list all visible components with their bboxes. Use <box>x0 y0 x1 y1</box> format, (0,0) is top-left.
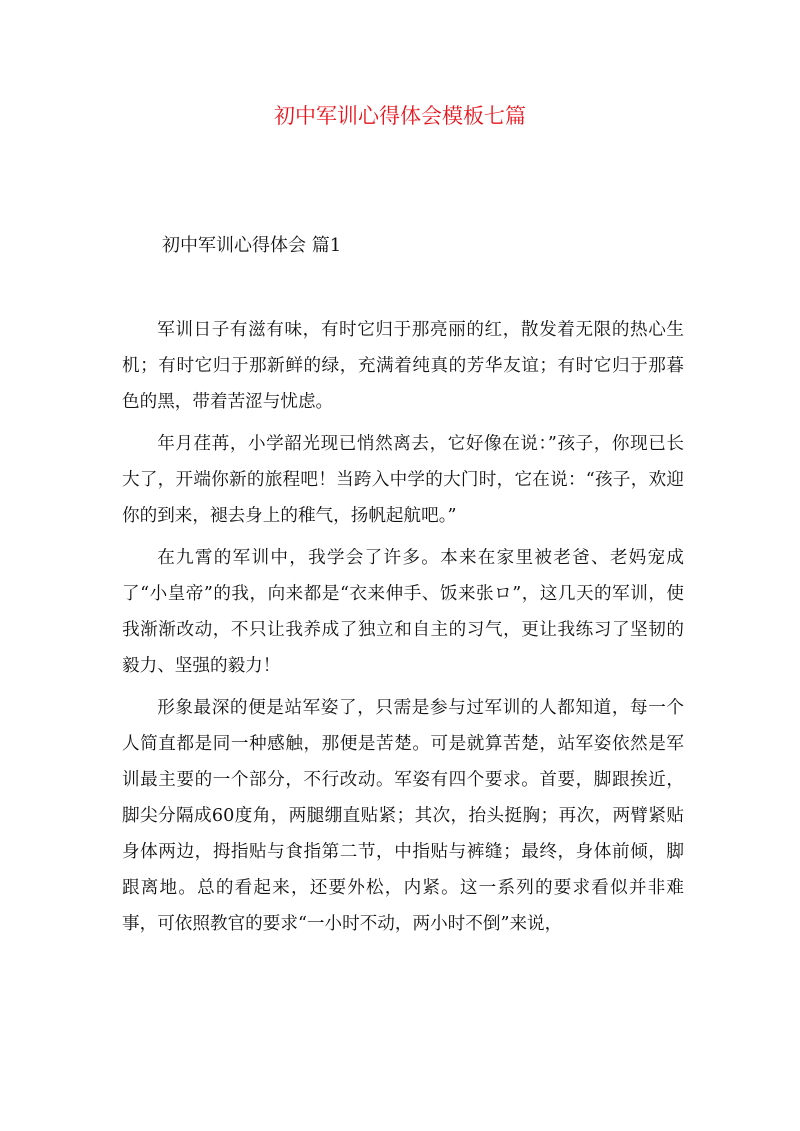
paragraph: 在九霄的军训中，我学会了许多。本来在家里被老爸、老妈宠成了“小皇帝”的我，向来都是“衣来伸手、饭来张ロ”，这几天的军训，使我渐渐改动，不只让我养成了独立和自主的习气，更让我练习了坚韧的毅力、坚强的毅力！ <box>122 548 684 676</box>
paragraph: 年月荏苒，小学韶光现已悄然离去，它好像在说：”孩子，你现已长大了，开端你新的旅程吧！当跨入中学的大门时，它在说：“孩子，欢迎你的到来，褪去身上的稚气，扬帆起航吧。” <box>122 434 684 526</box>
article-body <box>122 312 684 948</box>
paragraph: 形象最深的便是站军姿了，只需是参与过军训的人都知道，每一个人简直都是同一种感触，那便是苦楚。可是就算苦楚，站军姿依然是军训最主要的一个部分，不行改动。军姿有四个要求。首要，脚跟挨近，脚尖分隔成60度角，两腿绷直贴紧；其次，抬头挺胸；再次，两臂紧贴身体两边，拇指贴与食指第二节，中指贴与裤缝；最终，身体前倾，脚跟离地。总的看起来，还要外松，内紧。这一系列的要求看似并非难事，可依照教官的要求“一小时不动，两小时不倒”来说， <box>122 698 684 934</box>
paragraph: 军训日子有滋有味，有时它归于那亮丽的红，散发着无限的热心生机；有时它归于那新鲜的绿，充满着纯真的芳华友谊；有时它归于那暮色的黑，带着苦涩与忧虑。 <box>122 320 684 412</box>
section-heading: 初中军训心得体会 篇1 <box>162 235 342 256</box>
page-title: 初中军训心得体会模板七篇 <box>274 104 526 128</box>
